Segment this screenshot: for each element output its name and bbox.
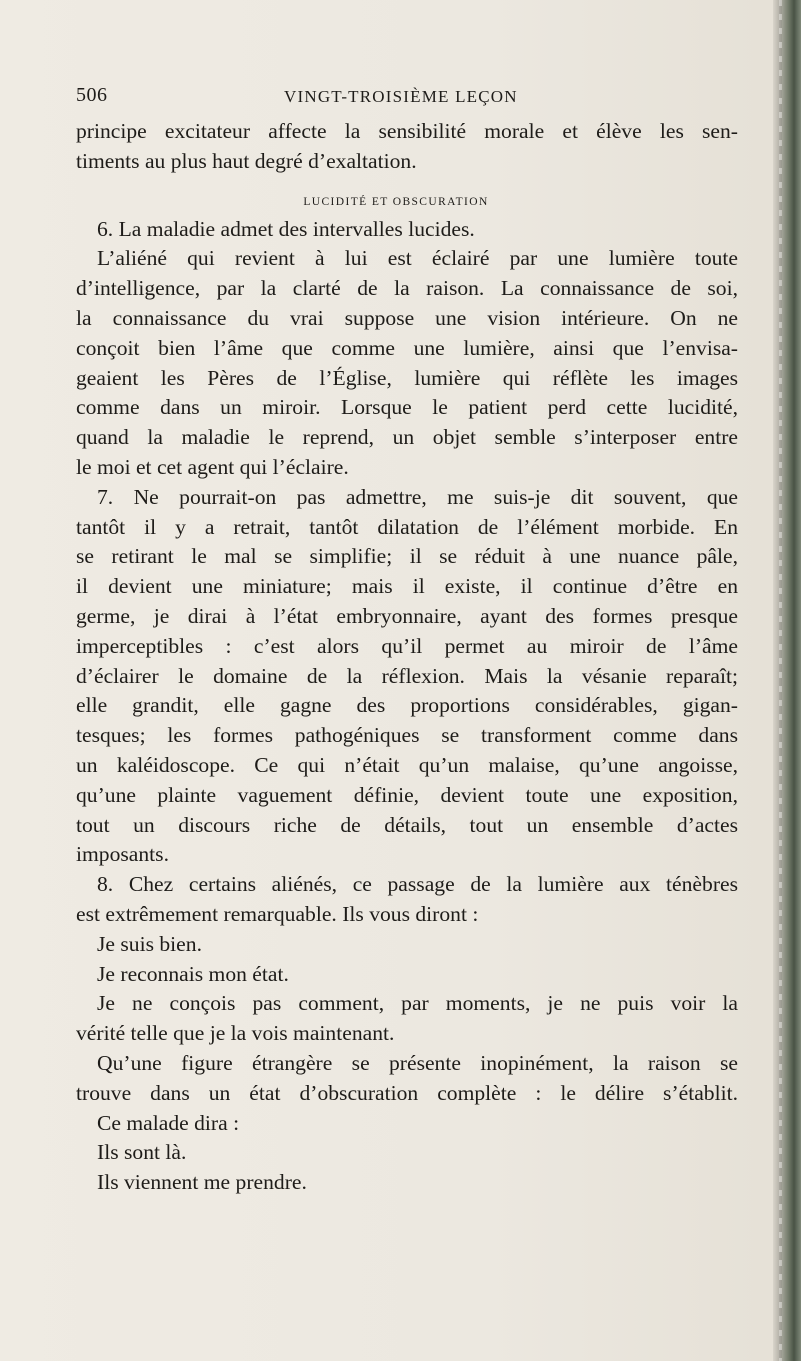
text-line: comme dans un miroir. Lorsque le patient perd cette lucidité, [76, 395, 738, 420]
text-line: conçoit bien l’âme que comme une lumière, ainsi que l’envisa- [76, 335, 738, 360]
text-line: il devient une miniature; mais il existe, il continue d’être en [76, 574, 738, 599]
text-line: elle grandit, elle gagne des proportions considérables, gigan- [76, 693, 738, 718]
text-line: quand la maladie le reprend, un objet semble s’interposer entre [76, 425, 738, 450]
text-line: qu’une plainte vaguement définie, devient toute une exposition, [76, 782, 738, 807]
main-paragraphs [76, 215, 738, 1198]
text-line: 8. Chez certains aliénés, ce passage de la lumière aux ténèbres [97, 872, 738, 897]
text-line: Ils viennent me prendre. [97, 1170, 307, 1195]
text-line: se retirant le mal se simplifie; il se réduit à une nuance pâle, [76, 544, 738, 569]
text-line: principe excitateur affecte la sensibilité morale et élève les sen- [76, 119, 738, 143]
page-header [76, 84, 756, 114]
text-line: tout un discours riche de détails, tout un ensemble d’actes [76, 812, 738, 837]
text-line: d’intelligence, par la clarté de la raison. La connaissance de soi, [76, 276, 738, 301]
text-line: Ce malade dira : [97, 1110, 240, 1135]
opening-paragraph [76, 117, 738, 177]
text-line: vérité telle que je la vois maintenant. [76, 1021, 395, 1046]
text-line: d’éclairer le domaine de la réflexion. Mais la vésanie reparaît; [76, 663, 738, 688]
text-line: timents au plus haut degré d’exaltation. [76, 148, 417, 173]
book-binding-edge [773, 0, 801, 1361]
text-line: imperceptibles : c’est alors qu’il permet au miroir de l’âme [76, 633, 738, 658]
text-line: Je reconnais mon état. [97, 961, 289, 986]
text-line: Je ne conçois pas comment, par moments, je ne puis voir la [97, 991, 738, 1016]
text-line: un kaléidoscope. Ce qui n’était qu’un malaise, qu’une angoisse, [76, 752, 738, 777]
text-line: germe, je dirai à l’état embryonnaire, ayant des formes presque [76, 603, 738, 628]
body-text [76, 117, 738, 1198]
text-line: la connaissance du vrai suppose une vision intérieure. On ne [76, 305, 738, 330]
text-line: 7. Ne pourrait-on pas admettre, me suis-je dit souvent, que [97, 484, 738, 509]
text-line: Ils sont là. [97, 1140, 187, 1165]
text-line: Je suis bien. [97, 931, 202, 956]
section-heading: LUCIDITÉ ET OBSCURATION [303, 195, 489, 208]
text-line: imposants. [76, 842, 169, 867]
text-line: tesques; les formes pathogéniques se transforment comme dans [76, 723, 738, 748]
text-line: est extrêmement remarquable. Ils vous diront : [76, 901, 479, 926]
text-line: geaient les Pères de l’Église, lumière qui réflète les images [76, 365, 738, 390]
text-line: le moi et cet agent qui l’éclaire. [76, 454, 349, 479]
running-head: VINGT-TROISIÈME LEÇON [284, 87, 518, 106]
text-line: trouve dans un état d’obscuration complète : le délire s’établit. [76, 1080, 738, 1105]
text-line: tantôt il y a retrait, tantôt dilatation de l’élément morbide. En [76, 514, 738, 539]
page-number: 506 [76, 84, 108, 106]
text-line: 6. La maladie admet des intervalles lucides. [97, 216, 475, 241]
text-line: L’aliéné qui revient à lui est éclairé par une lumière toute [97, 246, 738, 271]
text-line: Qu’une figure étrangère se présente inopinément, la raison se [97, 1050, 738, 1075]
